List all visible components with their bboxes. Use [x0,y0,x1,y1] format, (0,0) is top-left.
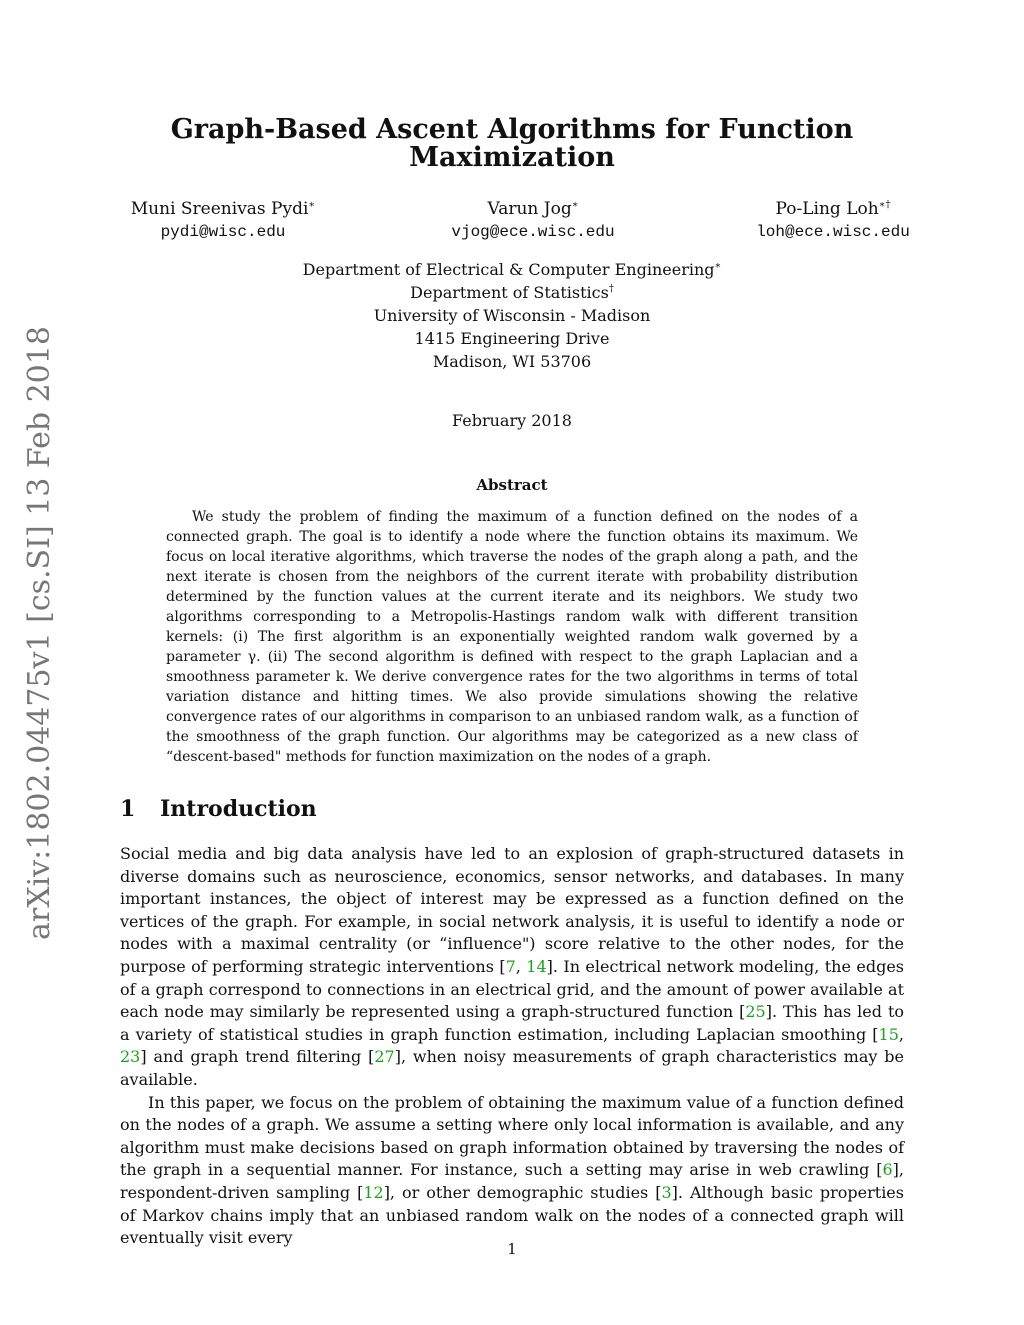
paragraph [120,843,904,1092]
text-run: ], when noisy measurements of graph characteristics may be available. [120,1047,904,1089]
text-run: In this paper, we focus on the problem of obtaining the maximum value of a function defined on the nodes of a graph. We assume a setting where only local information is available, and any algorithm must make decisions based on graph information obtained by traversing the nodes of the graph in a sequential manner. For instance, such a setting may arise in web crawling [ [120,1092,904,1180]
author-name: Varun Jog [487,199,572,219]
citation-link[interactable]: 14 [526,956,547,976]
text-run: Social media and big data analysis have led to an explosion of graph-structured datasets in diverse domains such as neuroscience, economics, sensor networks, and databases. In many important instances, the object of interest may be expressed as a function defined on the vertices of the graph. For example, in social network analysis, it is useful to identify a node or nodes with a maximal centrality (or “influence") score relative to the other nodes, for the purpose of performing strategic interventions [ [120,844,904,976]
citation-link[interactable]: 27 [374,1047,395,1067]
affiliation-university: University of Wisconsin - Madison [373,306,651,325]
affiliation-dept2: Department of Statistics [410,283,609,302]
citation-link[interactable]: 3 [661,1182,672,1202]
text-run: ]. This has led to a variety of statistical studies in graph function estimation, including Laplacian smoothing [ [120,1002,905,1044]
abstract-text: We study the problem of finding the maximum of a function defined on the nodes of a connected graph. The goal is to identify a node where the function obtains its maximum. We focus on local iterative algorithms, which traverse the nodes of the graph along a path, and the next iterate is chosen from the neighbors of the current iterate with probability distribution determined by the function values at the current iterate and its neighbors. We study two algorithms corresponding to a Metropolis-Hastings random walk with different transition kernels: (i) The first algorithm is an exponentially weighted random walk governed by a parameter γ. (ii) The second algorithm is defined with respect to the graph Laplacian and a smoothness parameter k. We derive convergence rates for the two algorithms in terms of total variation distance and hitting times. We also provide simulations showing the relative convergence rates of our algorithms in comparison to an unbiased random walk, as a function of the smoothness of the graph function. Our algorithms may be categorized as a new class of “descent-based" methods for function maximization on the nodes of a graph. [166,509,858,765]
affiliation-mark: ∗ [714,260,722,272]
author-name: Po-Ling Loh [775,199,879,219]
affiliation-dept1: Department of Electrical & Computer Engineering [302,260,715,279]
author-1 [112,199,334,241]
text-run: ]. In electrical network modeling, the edges of a graph correspond to connections in an electrical grid, and the amount of power available at each node may similarly be represented using a graph-structured function [ [120,956,905,1022]
text-run: , [515,956,527,976]
page-number: 1 [507,1240,517,1258]
affiliation-city: Madison, WI 53706 [432,352,592,371]
section-number: 1 [120,796,136,822]
citation-link[interactable]: 7 [505,956,516,976]
citation-link[interactable]: 15 [878,1024,899,1044]
abstract-heading: Abstract [476,476,548,494]
author-mark: ∗ [571,199,579,211]
paragraph [120,1092,904,1250]
affiliations [212,258,812,373]
author-mark: ∗ [308,199,316,211]
paper-title: Graph-Based Ascent Algorithms for Function Maximization [170,114,854,173]
author-email[interactable]: pydi@wisc.edu [160,223,286,241]
paper-date: February 2018 [452,411,572,430]
text-run: ]. Although basic properties of Markov chains imply that an unbiased random walk on the nodes of a connected graph will eventually visit every [120,1182,904,1248]
section-title: Introduction [160,796,317,822]
citation-link[interactable]: 23 [120,1047,141,1067]
body-text [120,843,904,1250]
text-run: , [898,1024,904,1044]
author-mark: ∗† [878,199,891,211]
arxiv-stamp: arXiv:1802.04475v1 [cs.SI] 13 Feb 2018 [22,326,57,940]
author-2 [422,199,644,241]
affiliation-street: 1415 Engineering Drive [414,329,610,348]
author-email[interactable]: loh@ece.wisc.edu [756,223,910,241]
citation-link[interactable]: 6 [882,1160,893,1180]
affiliation-mark: † [608,283,614,295]
citation-link[interactable]: 25 [745,1002,766,1022]
text-run: ] and graph trend filtering [ [140,1047,375,1067]
author-3 [722,199,944,241]
text-run: ], respondent-driven sampling [ [120,1160,904,1202]
section-heading [120,796,317,822]
text-run: ], or other demographic studies [ [383,1182,662,1202]
citation-link[interactable]: 12 [363,1182,384,1202]
author-email[interactable]: vjog@ece.wisc.edu [451,223,615,241]
author-name: Muni Sreenivas Pydi [130,199,309,219]
